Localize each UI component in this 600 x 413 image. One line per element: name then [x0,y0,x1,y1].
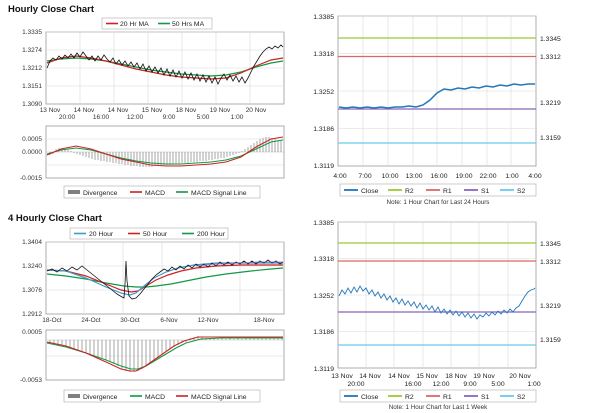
level-r2-value: 1.3345 [540,241,561,248]
svg-text:1.3385: 1.3385 [313,14,334,21]
svg-text:1.3252: 1.3252 [313,293,334,300]
svg-text:18 Nov: 18 Nov [175,107,197,114]
svg-text:14 Nov: 14 Nov [73,107,95,114]
svg-text:5:00: 5:00 [491,381,505,388]
svg-text:1.3274: 1.3274 [22,47,42,54]
svg-text:14 Nov: 14 Nov [388,373,410,380]
fourhourly-week-plot [313,220,561,411]
hourly-24h-chart [296,10,596,206]
svg-text:19:00: 19:00 [455,173,473,180]
svg-text:1.3318: 1.3318 [313,256,334,263]
svg-text:1.3404: 1.3404 [22,239,42,246]
svg-text:MACD Signal Line: MACD Signal Line [191,190,247,197]
svg-text:14 Nov: 14 Nov [107,107,129,114]
svg-text:1.3119: 1.3119 [313,366,334,373]
svg-text:0.0005: 0.0005 [22,329,42,336]
svg-text:18 Nov: 18 Nov [445,373,467,380]
svg-text:50 Hrs MA: 50 Hrs MA [172,21,205,28]
svg-text:1.3335: 1.3335 [22,29,42,36]
svg-text:R2: R2 [405,188,414,195]
note-bottom-right: Note: 1 Hour Chart for Last 1 Week [388,404,488,411]
note-top-right: Note: 1 Hour Chart for Last 24 Hours [386,199,490,206]
hourly-macd-chart [6,122,292,202]
legend-hourly-price [102,18,212,29]
svg-text:Close: Close [361,188,379,195]
level-s1-value: 1.3219 [540,303,561,310]
svg-text:S1: S1 [481,188,490,195]
svg-text:R1: R1 [443,394,452,401]
svg-text:20 Hr MA: 20 Hr MA [120,21,149,28]
legend-fourhourly-price [70,228,228,239]
svg-text:1:00: 1:00 [230,114,244,120]
svg-text:20:00: 20:00 [347,381,365,388]
hourly-24h-plot [313,14,561,206]
svg-text:16:00: 16:00 [92,114,110,120]
svg-text:MACD: MACD [145,190,166,197]
level-r1-value: 1.3312 [540,259,561,266]
hourly-macd-plot [20,126,284,198]
svg-text:50 Hour: 50 Hour [143,231,168,238]
svg-text:1.3076: 1.3076 [22,287,42,294]
svg-text:30-Oct: 30-Oct [120,317,140,324]
svg-text:Divergence: Divergence [83,394,118,401]
svg-text:12-Nov: 12-Nov [197,317,219,324]
svg-text:20 Nov: 20 Nov [509,373,531,380]
svg-text:0.0005: 0.0005 [22,136,42,143]
svg-text:1.3151: 1.3151 [22,83,42,90]
fourhourly-price-plot [22,239,284,324]
svg-text:20:00: 20:00 [58,114,76,120]
svg-text:S2: S2 [517,188,526,195]
svg-text:12:00: 12:00 [126,114,144,120]
svg-text:12:00: 12:00 [432,381,450,388]
svg-text:1.3385: 1.3385 [313,220,334,227]
svg-text:R1: R1 [443,188,452,195]
svg-text:15 Nov: 15 Nov [416,373,438,380]
hourly-price-chart [6,16,292,120]
svg-text:14 Nov: 14 Nov [359,373,381,380]
svg-text:S2: S2 [517,394,526,401]
section-title-4hourly: 4 Hourly Close Chart [8,213,102,224]
section-title-hourly: Hourly Close Chart [8,4,95,15]
svg-text:-0.0015: -0.0015 [19,175,42,182]
svg-text:24-Oct: 24-Oct [81,317,101,324]
hourly-price-plot [22,29,284,120]
svg-text:19 Nov: 19 Nov [473,373,495,380]
svg-text:20 Nov: 20 Nov [245,107,267,114]
level-s2-value: 1.3159 [540,337,561,344]
svg-text:1:00: 1:00 [505,173,519,180]
svg-text:1.3186: 1.3186 [313,329,334,336]
level-r2-value: 1.3345 [540,36,561,43]
fourhourly-macd-plot [20,329,284,402]
svg-text:22:00: 22:00 [479,173,497,180]
svg-text:R2: R2 [405,394,414,401]
svg-text:1:00: 1:00 [527,381,541,388]
svg-text:18-Oct: 18-Oct [42,317,62,324]
svg-text:19 Nov: 19 Nov [209,107,231,114]
svg-text:4:00: 4:00 [333,173,347,180]
svg-text:Close: Close [361,394,379,401]
svg-text:1.3252: 1.3252 [313,89,334,96]
svg-text:0.0000: 0.0000 [22,149,42,156]
fourhourly-price-chart [6,226,292,330]
svg-text:10:00: 10:00 [381,173,399,180]
svg-text:1.2912: 1.2912 [22,311,42,318]
svg-text:1.3318: 1.3318 [313,51,334,58]
svg-text:13 Nov: 13 Nov [331,373,353,380]
svg-text:200 Hour: 200 Hour [197,231,225,238]
svg-text:MACD Signal Line: MACD Signal Line [191,394,247,401]
svg-text:1.3090: 1.3090 [22,101,42,108]
svg-text:1.3240: 1.3240 [22,263,42,270]
svg-text:13 Nov: 13 Nov [39,107,61,114]
svg-text:S1: S1 [481,394,490,401]
svg-text:5:00: 5:00 [196,114,210,120]
level-s2-value: 1.3159 [540,135,561,142]
svg-text:6-Nov: 6-Nov [160,317,178,324]
svg-text:16:00: 16:00 [430,173,448,180]
fourhourly-macd-chart [6,326,292,408]
svg-text:16:00: 16:00 [404,381,422,388]
svg-text:9:00: 9:00 [162,114,176,120]
svg-text:13:00: 13:00 [405,173,423,180]
svg-text:15 Nov: 15 Nov [141,107,163,114]
level-r1-value: 1.3312 [540,54,561,61]
fourhourly-week-chart [296,216,596,412]
svg-text:9:00: 9:00 [463,381,477,388]
svg-text:Divergence: Divergence [83,190,118,197]
svg-text:1.3212: 1.3212 [22,65,42,72]
svg-text:1.3186: 1.3186 [313,126,334,133]
svg-text:1.3119: 1.3119 [313,163,334,170]
level-s1-value: 1.3219 [540,100,561,107]
svg-text:MACD: MACD [145,394,166,401]
svg-text:4:00: 4:00 [528,173,542,180]
svg-text:7:00: 7:00 [358,173,372,180]
svg-text:18-Nov: 18-Nov [253,317,275,324]
svg-text:20 Hour: 20 Hour [89,231,114,238]
svg-text:-0.0053: -0.0053 [19,377,42,384]
